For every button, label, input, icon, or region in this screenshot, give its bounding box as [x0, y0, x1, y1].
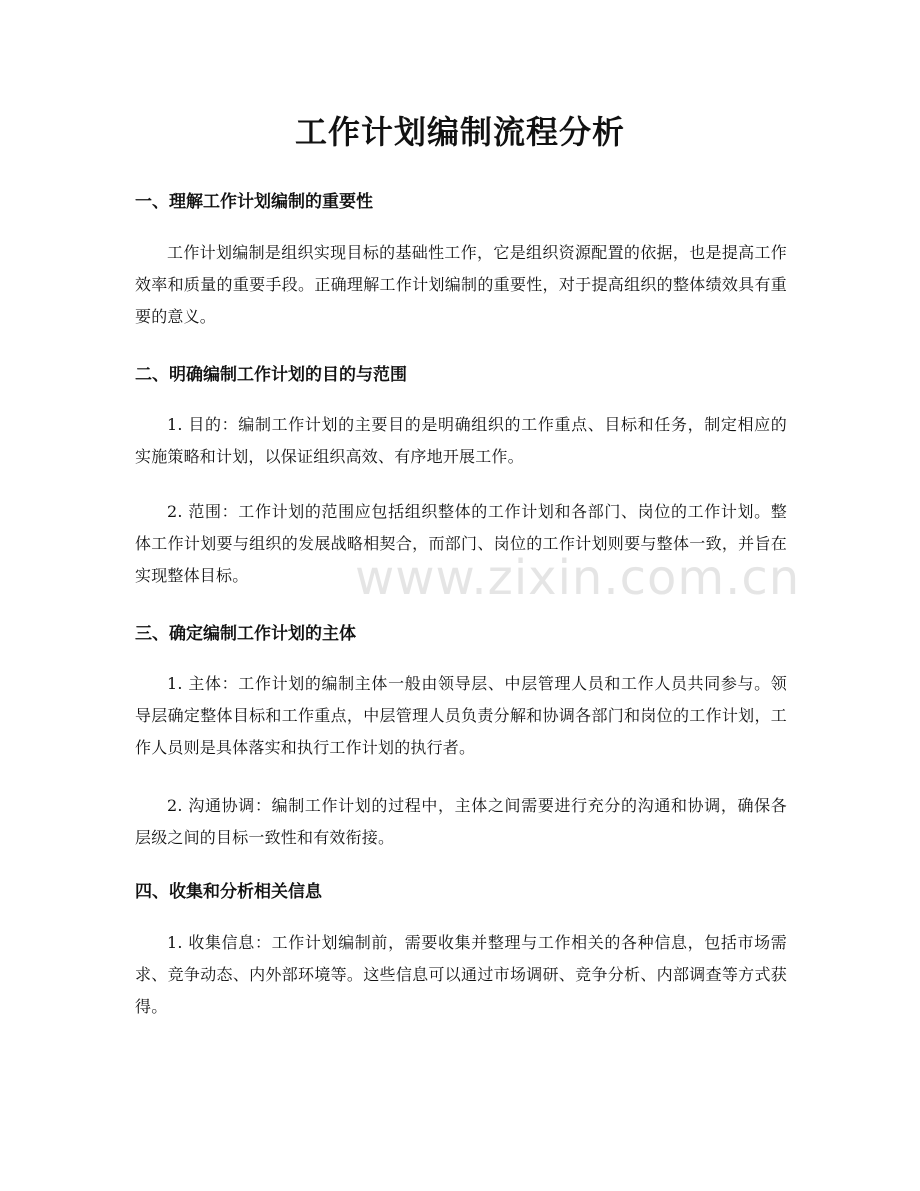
section-1-paragraph-1: 工作计划编制是组织实现目标的基础性工作，它是组织资源配置的依据，也是提高工作效率和质量的重要手段。正确理解工作计划编制的重要性，对于提高组织的整体绩效具有重要的意义。	[135, 243, 787, 326]
document-title: 工作计划编制流程分析	[294, 113, 625, 151]
watermark: www.zixin.com.cn	[355, 550, 801, 606]
section-3-paragraph-1: 1. 主体：工作计划的编制主体一般由领导层、中层管理人员和工作人员共同参与。领导层确定整体目标和工作重点，中层管理人员负责分解和协调各部门和岗位的工作计划，工作人员则是具体落实和执行工作计划的执行者。	[135, 674, 787, 757]
section-heading-3: 三、确定编制工作计划的主体	[135, 624, 356, 644]
section-heading-1: 一、理解工作计划编制的重要性	[135, 192, 373, 212]
section-2-paragraph-1: 1. 目的：编制工作计划的主要目的是明确组织的工作重点、目标和任务，制定相应的实施策略和计划，以保证组织高效、有序地开展工作。	[135, 415, 787, 466]
section-4-paragraph-1: 1. 收集信息：工作计划编制前，需要收集并整理与工作相关的各种信息，包括市场需求、竞争动态、内外部环境等。这些信息可以通过市场调研、竞争分析、内部调查等方式获得。	[135, 933, 787, 1016]
section-2-paragraph-2: 2. 范围：工作计划的范围应包括组织整体的工作计划和各部门、岗位的工作计划。整体工作计划要与组织的发展战略相契合，而部门、岗位的工作计划则要与整体一致，并旨在实现整体目标。	[135, 502, 787, 585]
section-3-paragraph-2: 2. 沟通协调：编制工作计划的过程中，主体之间需要进行充分的沟通和协调，确保各层级之间的目标一致性和有效衔接。	[135, 796, 787, 847]
section-heading-4: 四、收集和分析相关信息	[135, 882, 322, 902]
section-heading-2: 二、明确编制工作计划的目的与范围	[135, 365, 407, 385]
